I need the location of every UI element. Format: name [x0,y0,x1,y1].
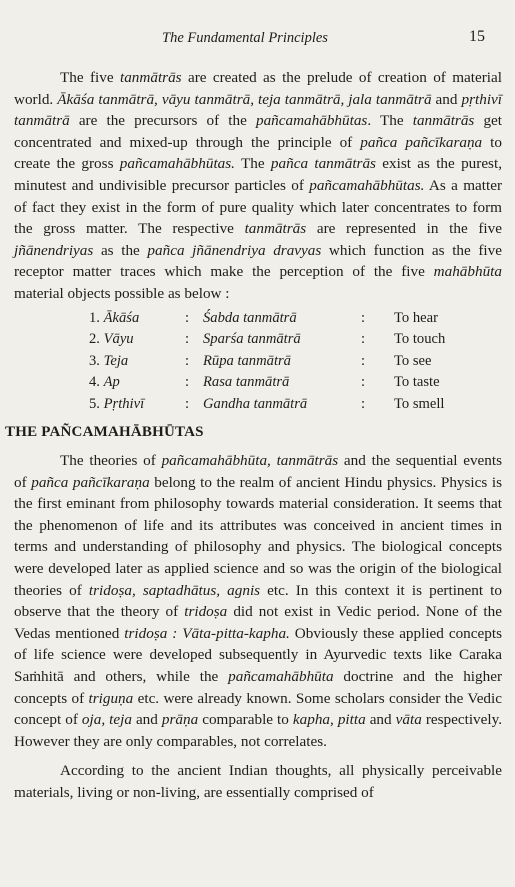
table-row [89,329,445,351]
table-row [89,372,445,394]
bhuta-cell: 5. Pṛthivī [89,395,145,412]
separator: : [361,374,366,391]
function-cell: To hear [394,309,438,326]
body-text [5,67,503,804]
function-cell: To taste [394,374,440,391]
bhuta-cell: 2. Vāyu [89,331,134,348]
running-head: The Fundamental Principles [162,30,328,46]
tanmatra-cell: Rūpa tanmātrā [203,352,291,369]
separator: : [185,309,190,326]
function-cell: To touch [394,331,446,348]
page-header [0,30,515,50]
tanmatra-cell: Sparśa tanmātrā [203,331,301,348]
page-number: 15 [469,28,485,45]
paragraph-hindu-physics: The theories of pañcamahābhūta, tanmātrās and the sequential events of pañca pañcīkaraṇa belong to the realm of ancient Hindu physics. Physics is the first eminant from philosophy towards material consideration. It seems that the phenomenon of life and its attributes was conceived in ancient times in terms and understanding of philosophy and physics. The biological concepts were developed later as applied science and so was the origin of the biological theories of tridoṣa, saptadhātus, agnis etc. In this context it is pertinent to observe that the theory of tridoṣa did not exist in Vedic period. None of the Vedas mentioned tridoṣa : Vāta-pitta-kapha. Obviously these applied concepts of life science were developed subsequently in Ayurvedic texts like Caraka Saṁhitā and others, while the pañcamahābhūta doctrine and the higher concepts of triguṇa etc. were already known. Some scholars consider the Vedic concept of oja, teja and prāṇa comparable to kapha, pitta and vāta respectively. However they are only comparables, not correlates. [14,452,503,750]
tanmatra-cell: Rasa tanmātrā [203,374,290,391]
bhuta-cell: 3. Teja [89,352,129,369]
function-cell: To smell [394,395,445,412]
tanmatra-cell: Gandha tanmātrā [203,395,308,412]
separator: : [361,395,366,412]
separator: : [361,352,366,369]
tanmatra-senses-table [89,308,445,416]
section-heading: THE PAÑCAMAHĀBHŪTAS [5,423,204,440]
table-row [89,308,445,330]
bhuta-cell: 1. Ākāśa [89,309,140,326]
bhuta-cell: 4. Ap [89,374,120,391]
table-row [89,394,445,416]
separator: : [185,331,190,348]
separator: : [185,395,190,412]
separator: : [185,374,190,391]
separator: : [361,331,366,348]
paragraph-indian-thoughts: According to the ancient Indian thoughts, all physically perceivable materials, living or non-living, are essentially comprised of [14,762,502,801]
separator: : [185,352,190,369]
separator: : [361,309,366,326]
tanmatra-cell: Śabda tanmātrā [203,309,297,326]
table-row [89,351,445,373]
function-cell: To see [394,352,432,369]
paragraph-tanmatras: The five tanmātrās are created as the prelude of creation of material world. Ākāśa tanmātrā, vāyu tanmātrā, teja tanmātrā, jala tanmātrā and pṛthivī tanmātrā are the precursors of the pañcamahābhūtas. The tanmātrās get concentrated and mixed-up through the principle of pañca pañcīkaraṇa to create the gross pañcamahābhūtas. The pañca tanmātrās exist as the purest, minutest and undivisible precursor particles of pañcamahābhūtas. As a matter of fact they exist in the form of pure quality which later concentrates to form the gross matter. The respective tanmātrās are represented in the five jñānendriyas as the pañca jñānendriya dravyas which function as the five receptor matter traces which make the perception of the five mahābhūta material objects possible as below : [14,69,502,302]
